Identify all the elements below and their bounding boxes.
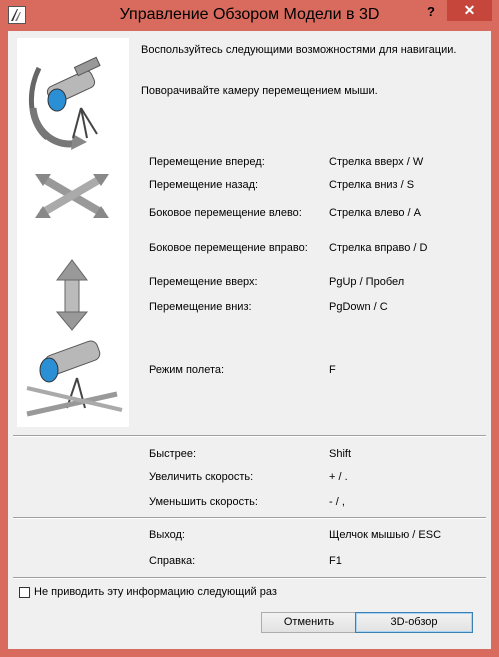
cancel-button[interactable]: Отменить	[261, 612, 357, 633]
speed-key: Shift	[329, 448, 352, 460]
shortcut-action: Перемещение назад:	[149, 179, 259, 191]
shortcut-key: F	[329, 364, 336, 376]
rotate-camera-icon	[31, 57, 100, 150]
speed-action: Увеличить скорость:	[149, 471, 254, 483]
shortcut-action: Перемещение вверх:	[149, 276, 258, 288]
intro-text: Воспользуйтесь следующими возможностями для навигации.	[141, 44, 457, 56]
fly-camera-icon	[27, 339, 122, 414]
dont-show-again-checkbox[interactable]	[19, 587, 30, 598]
dialog-body	[8, 31, 491, 649]
shortcut-action: Боковое перемещение влево:	[149, 207, 302, 219]
shortcut-key: Стрелка вправо / D	[329, 242, 428, 254]
shortcut-action: Режим полета:	[149, 364, 225, 376]
other-action: Выход:	[149, 529, 185, 541]
shortcut-key: PgDown / C	[329, 301, 388, 313]
shortcut-action: Боковое перемещение вправо:	[149, 242, 308, 254]
shortcut-key: Стрелка вниз / S	[329, 179, 415, 191]
dont-show-again-label[interactable]: Не приводить эту информацию следующий раз	[34, 586, 277, 598]
help-button[interactable]: ?	[427, 4, 435, 19]
separator	[13, 517, 486, 519]
other-key: Щелчок мышью / ESC	[329, 529, 442, 541]
window-title: Управление Обзором Модели в 3D	[119, 6, 380, 23]
navigation-illustration	[17, 38, 129, 427]
move-arrows-icon	[35, 174, 109, 218]
separator	[13, 435, 486, 437]
title-bar[interactable]	[0, 0, 499, 31]
rotate-hint-text: Поворачивайте камеру перемещением мыши.	[141, 85, 378, 97]
speed-action: Уменьшить скорость:	[149, 496, 258, 508]
other-action: Справка:	[149, 555, 196, 567]
vertical-arrow-icon	[57, 260, 87, 330]
other-key: F1	[329, 555, 342, 567]
shortcut-key: PgUp / Пробел	[329, 276, 405, 288]
speed-action: Быстрее:	[149, 448, 197, 460]
shortcut-action: Перемещение вниз:	[149, 301, 252, 313]
shortcut-key: Стрелка вверх / W	[329, 156, 424, 168]
close-button[interactable]: ✕	[447, 0, 492, 21]
separator	[13, 577, 486, 579]
speed-key: + / .	[329, 471, 348, 483]
3d-view-button[interactable]: 3D-обзор	[355, 612, 473, 633]
speed-key: - / ,	[329, 496, 345, 508]
shortcut-key: Стрелка влево / A	[329, 207, 421, 219]
shortcut-action: Перемещение вперед:	[149, 156, 265, 168]
